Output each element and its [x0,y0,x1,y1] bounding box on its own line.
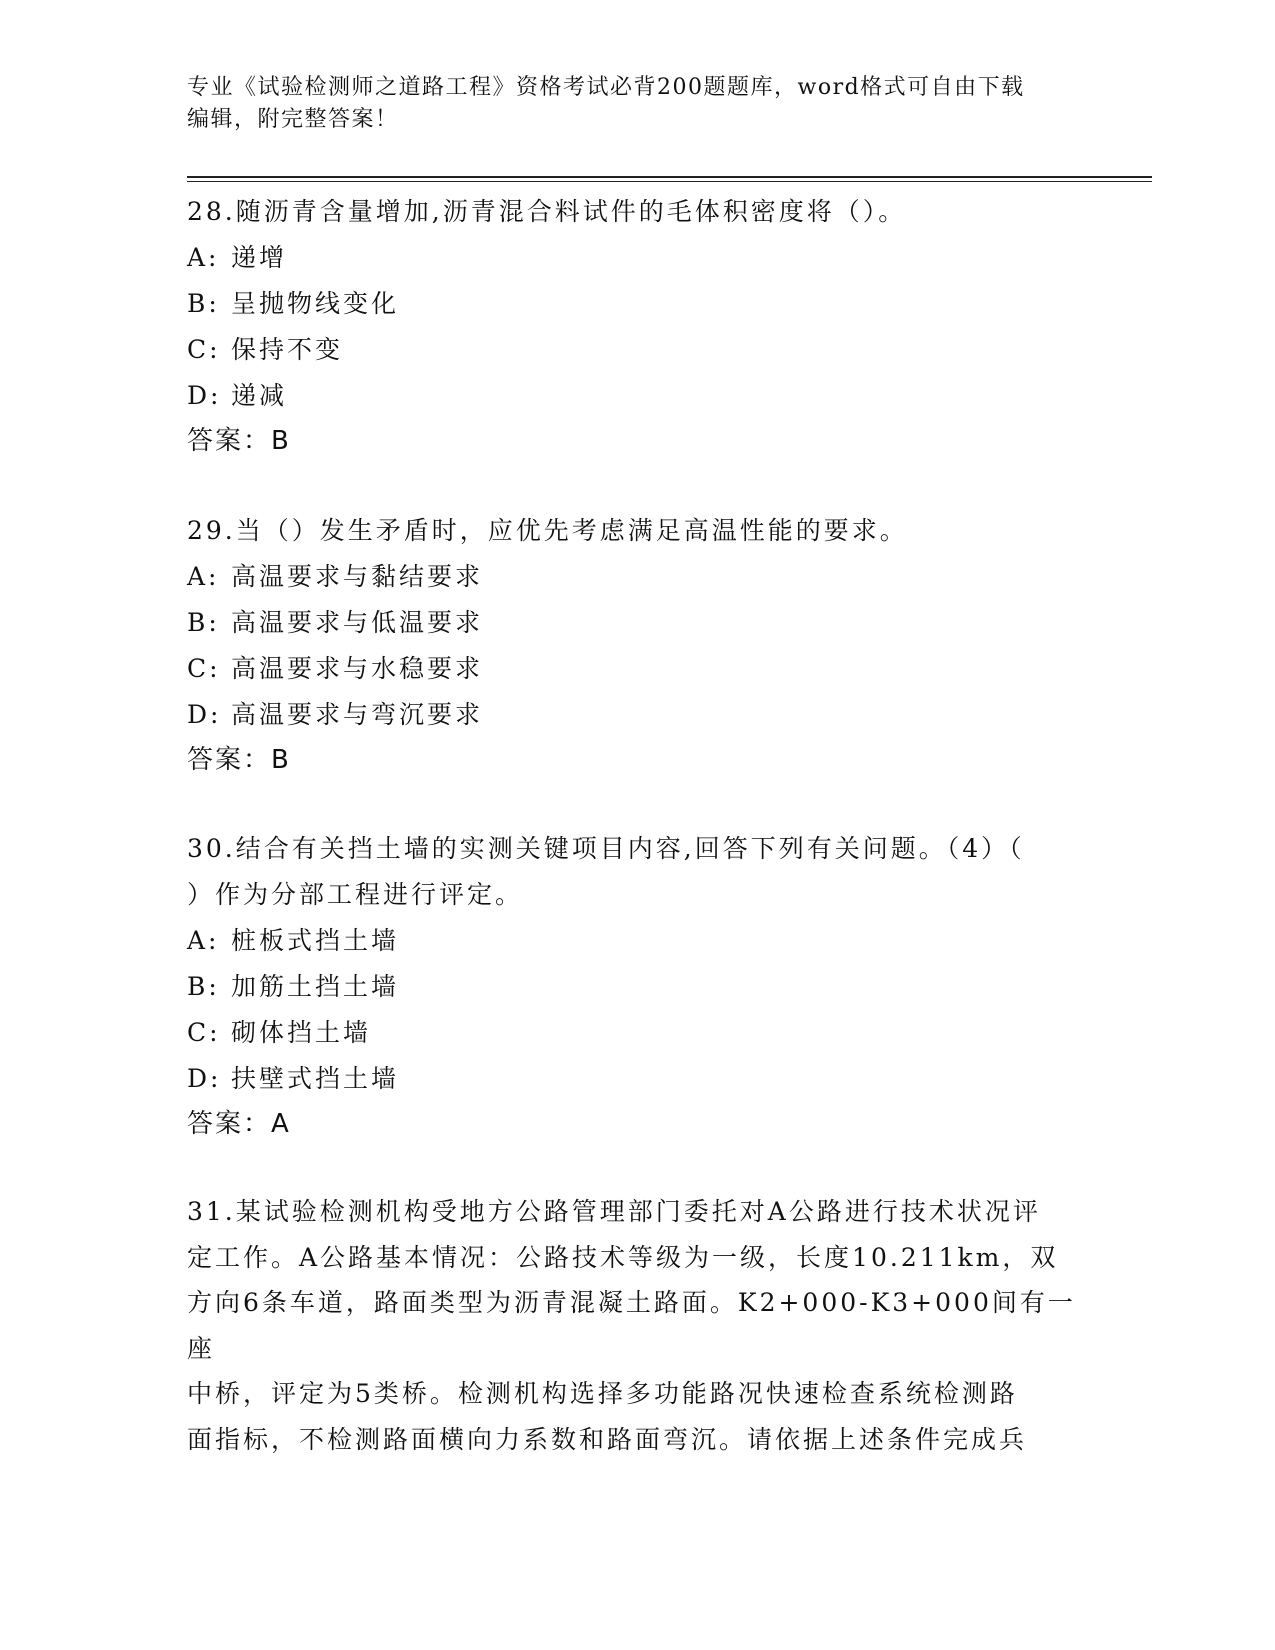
option-text: 砌体挡土墙 [231,1018,372,1047]
question-stem-line-3: 方向6条车道，路面类型为沥青混凝土路面。K2+000-K3+000间有一座 [187,1288,1076,1363]
option-text: 递减 [231,381,288,410]
question-stem: 29.当（）发生矛盾时，应优先考虑满足高温性能的要求。 [187,516,908,545]
option-key: C: [187,654,221,683]
option-text: 保持不变 [231,335,344,364]
option-b [187,964,1087,1010]
option-key: C: [187,1018,221,1047]
option-d [187,1056,1087,1102]
option-key: A: [187,243,220,272]
option-text: 桩板式挡土墙 [231,926,400,955]
question-stem-line-2: ）作为分部工程进行评定。 [187,880,524,909]
question-stem-line-2: 定工作。A公路基本情况：公路技术等级为一级，长度10.211km，双 [187,1242,1059,1272]
option-d [187,373,1087,419]
option-text: 高温要求与低温要求 [231,608,484,637]
option-text: 呈抛物线变化 [231,289,400,318]
option-b [187,600,1087,646]
option-key: C: [187,335,221,364]
option-key: D: [187,381,222,410]
option-b [187,281,1087,327]
option-text: 扶壁式挡土墙 [231,1064,400,1093]
option-key: A: [187,562,220,591]
option-a [187,554,1087,600]
option-c [187,646,1087,692]
question-stem-line-5: 面指标，不检测路面横向力系数和路面弯沉。请依据上述条件完成兵 [187,1424,1028,1454]
option-text: 加筋土挡土墙 [231,972,400,1001]
option-a [187,235,1087,281]
question-stem-line-4: 中桥，评定为5类桥。检测机构选择多功能路况快速检查系统检测路 [187,1379,1018,1408]
option-a [187,918,1087,964]
option-text: 递增 [231,243,288,272]
option-d [187,692,1087,738]
header-line-2: 编辑，附完整答案！ [187,107,399,132]
option-key: A: [187,926,220,955]
question-28 [187,189,1087,463]
option-c [187,1010,1087,1056]
question-31 [187,1189,1087,1462]
option-text: 高温要求与弯沉要求 [231,700,484,729]
option-key: D: [187,1064,222,1093]
question-stem: 28.随沥青含量增加,沥青混合料试件的毛体积密度将（）。 [187,197,907,226]
option-key: B: [187,972,220,1001]
answer-line: 答案：B [187,745,291,775]
header-line-1: 专业《试验检测师之道路工程》资格考试必背200题题库，word格式可自由下载 [187,75,1025,100]
option-text: 高温要求与水稳要求 [231,654,484,683]
option-key: D: [187,700,222,729]
question-stem-line-1: 30.结合有关挡土墙的实测关键项目内容,回答下列有关问题。（4）（ [187,834,1025,863]
header-divider-thick [187,176,1152,178]
option-c [187,327,1087,373]
option-text: 高温要求与黏结要求 [231,562,484,591]
question-29 [187,508,1087,782]
document-header [187,72,1067,136]
option-key: B: [187,289,220,318]
question-stem-line-1: 31.某试验检测机构受地方公路管理部门委托对A公路进行技术状况评 [187,1197,1041,1226]
answer-line: 答案：B [187,426,291,456]
option-key: B: [187,608,220,637]
answer-line: 答案：A [187,1109,291,1139]
header-divider-thin [187,181,1152,182]
question-30 [187,826,1087,1146]
